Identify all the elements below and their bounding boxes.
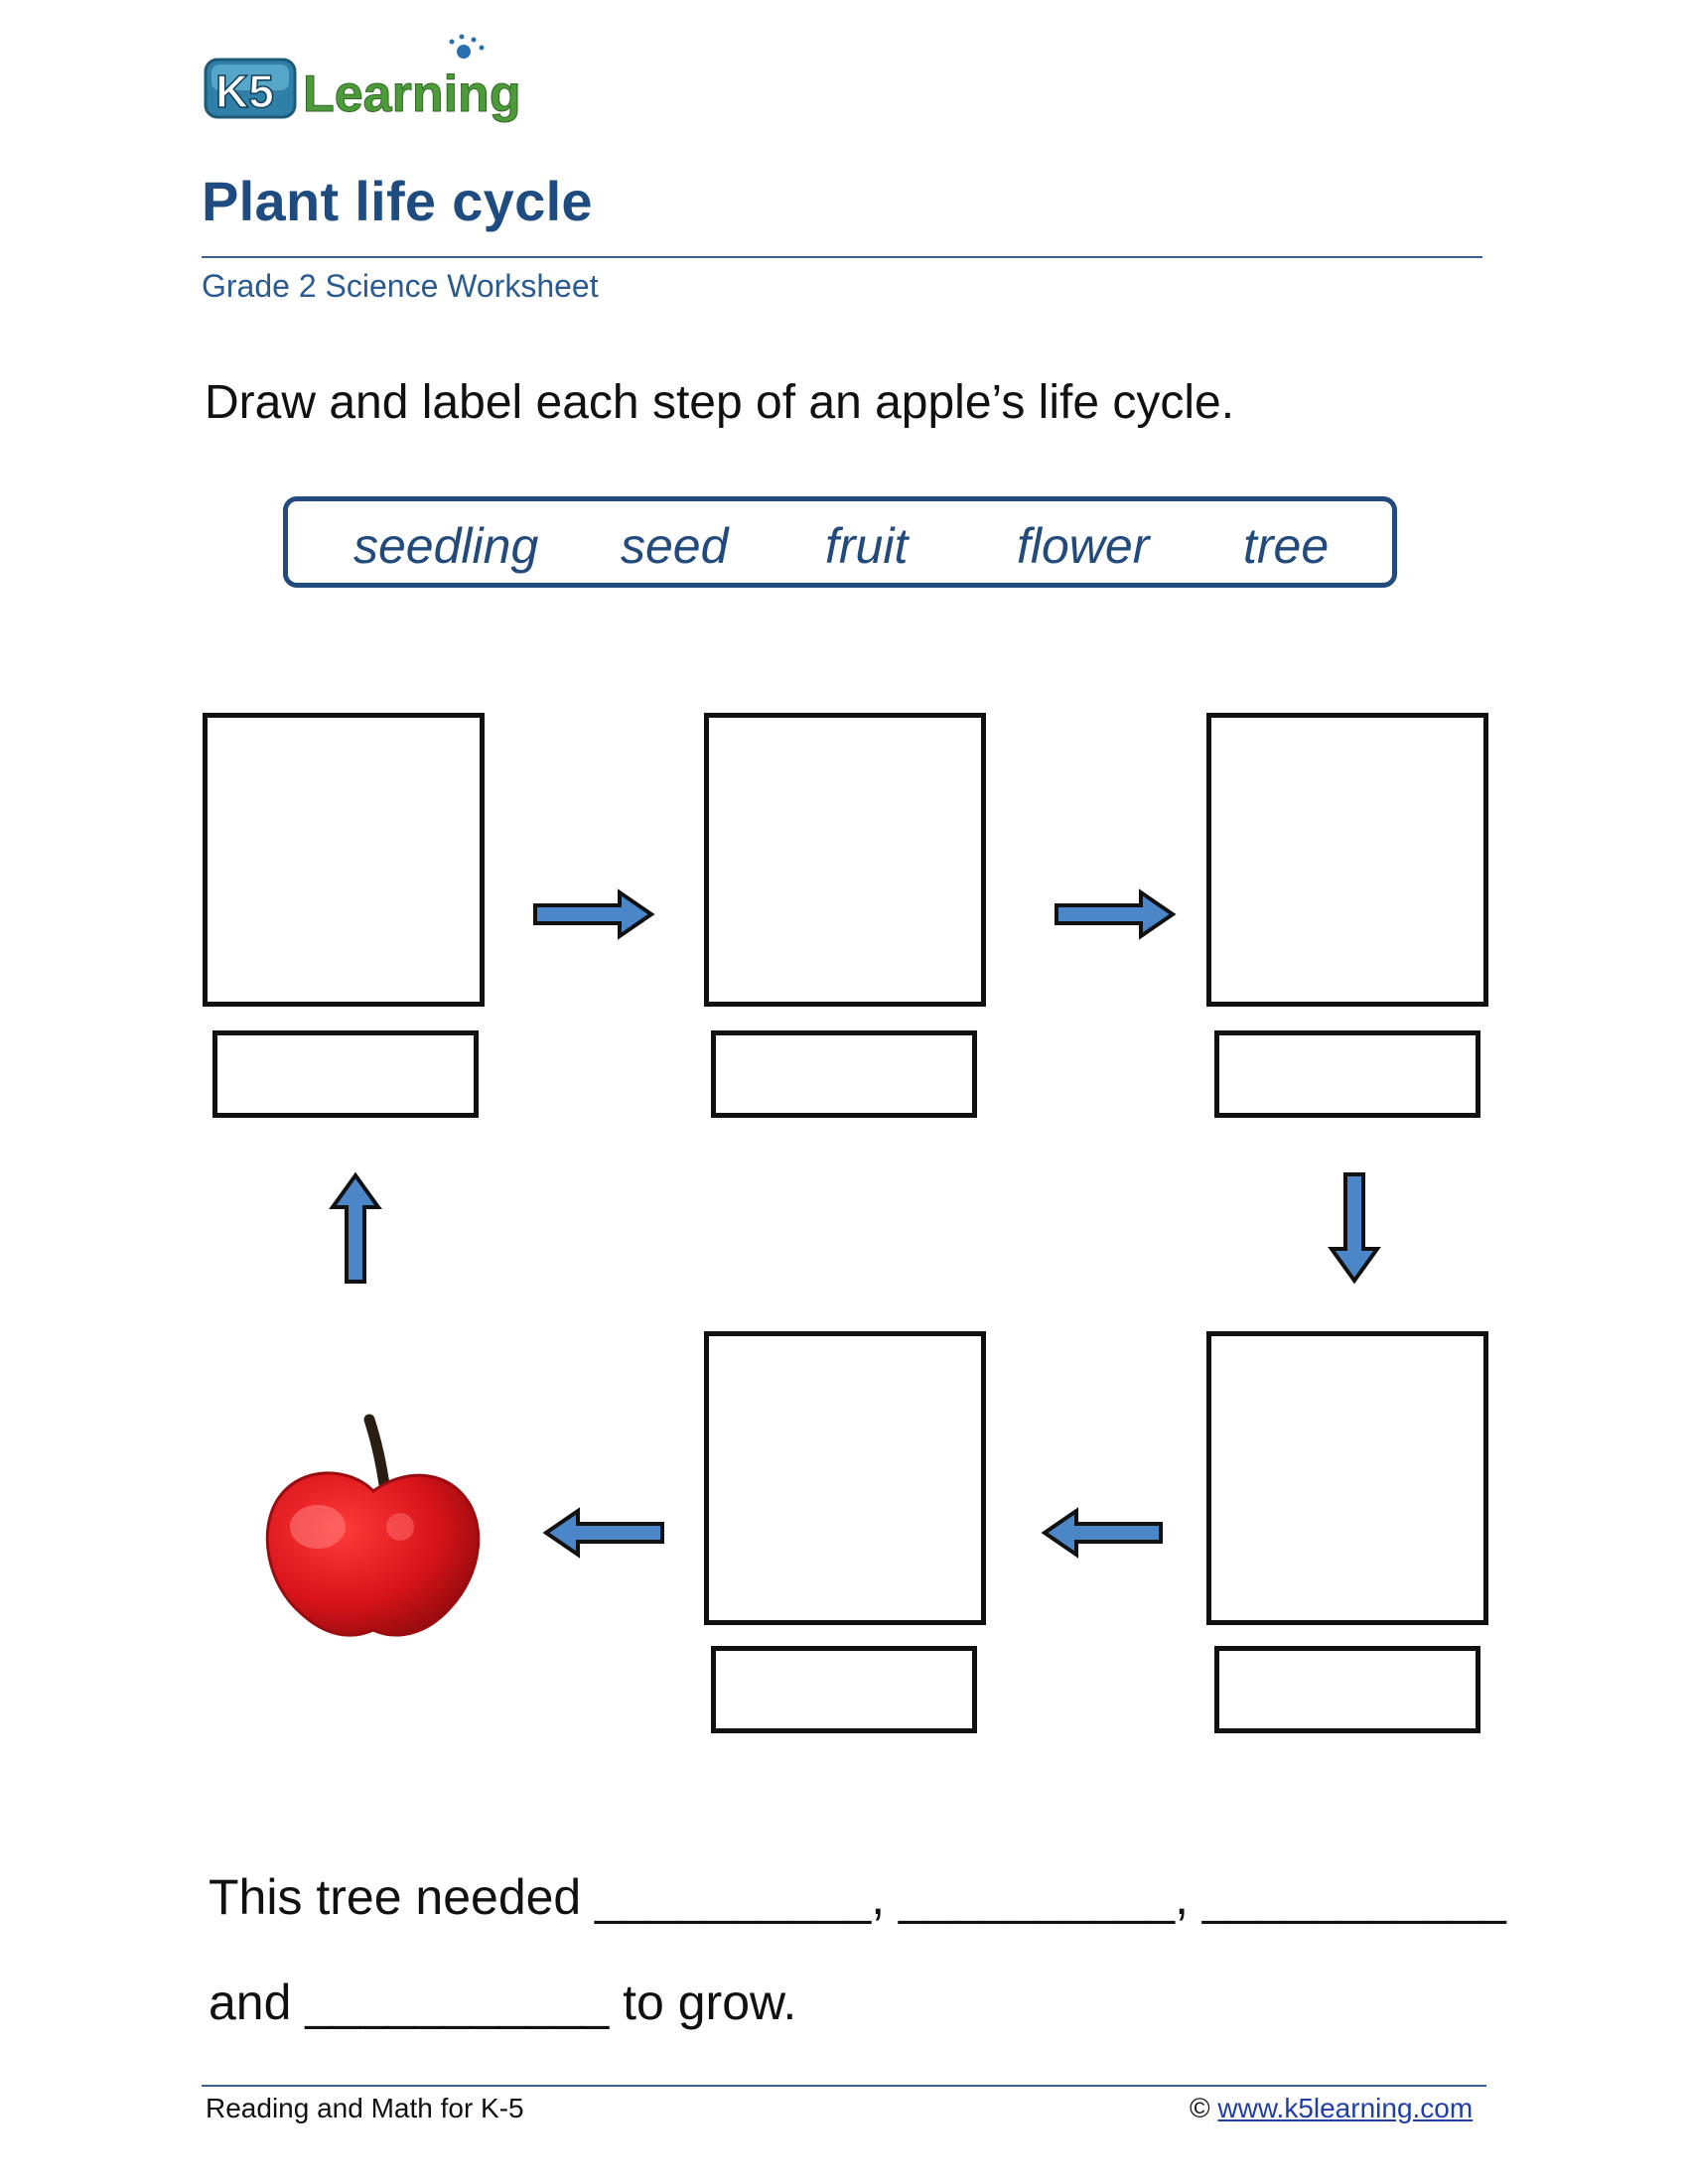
word-bank-item: fruit bbox=[825, 518, 909, 574]
arrow-left-icon bbox=[542, 1507, 665, 1559]
footer-divider bbox=[202, 2085, 1486, 2087]
answer-blanks[interactable]: __________, __________, ___________ bbox=[595, 1869, 1506, 1925]
sentence-suffix: to grow. bbox=[623, 1975, 797, 2030]
k5-learning-logo bbox=[204, 32, 561, 123]
sentence-prefix: This tree needed bbox=[209, 1869, 582, 1925]
arrow-right-icon bbox=[532, 888, 655, 940]
footer-copyright bbox=[1190, 2093, 1473, 2124]
label-box-step-1[interactable] bbox=[212, 1030, 479, 1118]
apple-icon bbox=[256, 1410, 487, 1646]
header-divider bbox=[202, 256, 1482, 258]
sentence-line-1 bbox=[209, 1868, 1506, 1926]
sentence-line-2 bbox=[209, 1974, 796, 2031]
copyright-symbol: © bbox=[1190, 2093, 1210, 2123]
label-box-step-3[interactable] bbox=[1214, 1030, 1480, 1118]
footer-tagline: Reading and Math for K-5 bbox=[206, 2093, 524, 2123]
page-subtitle: Grade 2 Science Worksheet bbox=[202, 268, 599, 304]
page-title: Plant life cycle bbox=[202, 170, 593, 232]
sentence-prefix: and bbox=[209, 1975, 292, 2030]
arrow-up-icon bbox=[329, 1171, 382, 1285]
logo-learning-text: Learning bbox=[303, 66, 521, 123]
word-bank-item: seedling bbox=[353, 518, 539, 574]
arrow-down-icon bbox=[1328, 1171, 1381, 1285]
label-box-step-2[interactable] bbox=[711, 1030, 977, 1118]
drawing-box-step-1[interactable] bbox=[203, 713, 485, 1007]
footer-website-link[interactable]: www.k5learning.com bbox=[1217, 2093, 1474, 2123]
word-bank-item: tree bbox=[1243, 518, 1330, 574]
arrow-left-icon bbox=[1041, 1507, 1164, 1559]
drawing-box-step-5[interactable] bbox=[704, 1331, 986, 1625]
instruction-text: Draw and label each step of an apple’s life cycle. bbox=[205, 376, 1235, 429]
label-box-step-5[interactable] bbox=[711, 1646, 977, 1733]
word-bank-item: flower bbox=[1017, 518, 1150, 574]
word-bank bbox=[283, 496, 1397, 588]
drawing-box-step-2[interactable] bbox=[704, 713, 986, 1007]
logo-figure-icon bbox=[457, 45, 471, 59]
drawing-box-step-3[interactable] bbox=[1206, 713, 1488, 1007]
answer-blank[interactable]: ___________ bbox=[305, 1975, 610, 2030]
arrow-right-icon bbox=[1054, 888, 1177, 940]
word-bank-item: seed bbox=[621, 518, 729, 574]
label-box-step-4[interactable] bbox=[1214, 1646, 1480, 1733]
drawing-box-step-4[interactable] bbox=[1206, 1331, 1488, 1625]
logo-k5-text: K5 bbox=[215, 66, 274, 117]
